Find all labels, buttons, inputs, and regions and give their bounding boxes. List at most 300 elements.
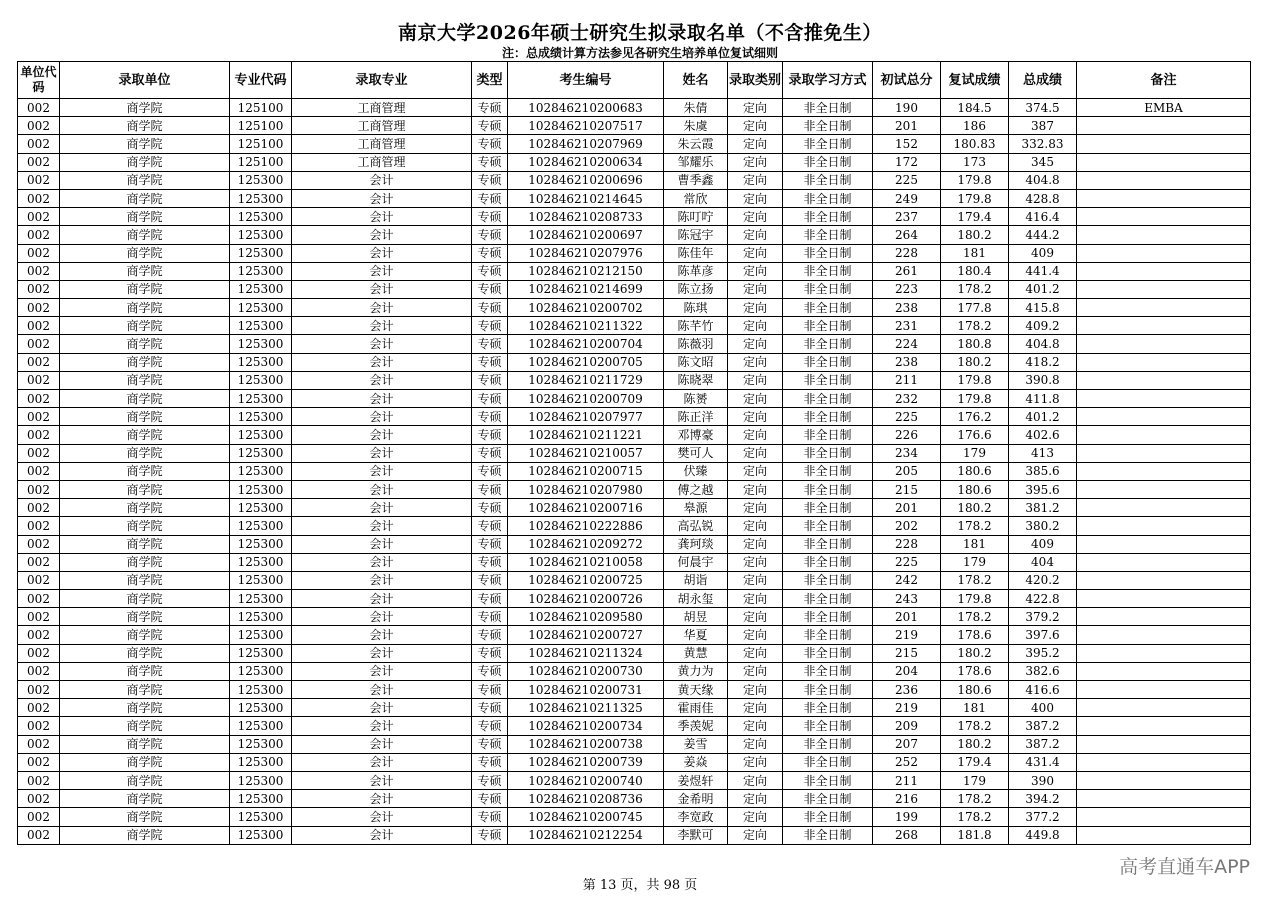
cell-unit-code: 002 [18, 590, 60, 608]
cell-major-code: 125300 [230, 444, 292, 462]
cell-total: 380.2 [1009, 517, 1077, 535]
cell-name: 何晨宇 [664, 553, 728, 571]
cell-exam-no: 102846210200716 [508, 499, 664, 517]
cell-prelim: 205 [873, 462, 941, 480]
cell-exam-no: 102846210207977 [508, 408, 664, 426]
table-row [18, 808, 1251, 826]
cell-major: 会计 [292, 753, 472, 771]
cell-major: 会计 [292, 826, 472, 844]
cell-study-mode: 非全日制 [783, 99, 873, 117]
cell-prelim: 201 [873, 117, 941, 135]
cell-major: 会计 [292, 208, 472, 226]
cell-type: 专硕 [472, 371, 508, 389]
cell-type: 专硕 [472, 462, 508, 480]
cell-total: 390.8 [1009, 371, 1077, 389]
cell-major-code: 125300 [230, 717, 292, 735]
cell-type: 专硕 [472, 299, 508, 317]
cell-unit: 商学院 [60, 317, 230, 335]
header-exam-no: 考生编号 [508, 62, 664, 99]
cell-major-code: 125100 [230, 153, 292, 171]
table-row [18, 371, 1251, 389]
cell-unit-code: 002 [18, 735, 60, 753]
cell-major: 会计 [292, 171, 472, 189]
cell-unit-code: 002 [18, 244, 60, 262]
cell-name: 龚珂琰 [664, 535, 728, 553]
cell-total: 431.4 [1009, 753, 1077, 771]
table-row [18, 480, 1251, 498]
cell-unit-code: 002 [18, 790, 60, 808]
cell-exam-no: 102846210211324 [508, 644, 664, 662]
cell-major-code: 125300 [230, 608, 292, 626]
table-row [18, 826, 1251, 844]
cell-study-mode: 非全日制 [783, 244, 873, 262]
cell-unit: 商学院 [60, 499, 230, 517]
cell-unit-code: 002 [18, 353, 60, 371]
cell-retest: 179.8 [941, 189, 1009, 207]
cell-unit-code: 002 [18, 662, 60, 680]
cell-unit: 商学院 [60, 717, 230, 735]
table-row [18, 317, 1251, 335]
cell-remark [1077, 444, 1251, 462]
cell-prelim: 224 [873, 335, 941, 353]
cell-exam-no: 102846210211322 [508, 317, 664, 335]
cell-prelim: 202 [873, 517, 941, 535]
cell-study-mode: 非全日制 [783, 299, 873, 317]
table-row [18, 790, 1251, 808]
cell-major: 会计 [292, 790, 472, 808]
cell-total: 411.8 [1009, 390, 1077, 408]
cell-type: 专硕 [472, 426, 508, 444]
cell-prelim: 201 [873, 608, 941, 626]
cell-name: 胡诣 [664, 571, 728, 589]
cell-unit: 商学院 [60, 99, 230, 117]
cell-prelim: 232 [873, 390, 941, 408]
cell-unit: 商学院 [60, 826, 230, 844]
cell-category: 定向 [728, 390, 783, 408]
cell-major-code: 125300 [230, 262, 292, 280]
cell-prelim: 234 [873, 444, 941, 462]
cell-name: 邓博豪 [664, 426, 728, 444]
cell-major: 会计 [292, 808, 472, 826]
cell-type: 专硕 [472, 99, 508, 117]
cell-category: 定向 [728, 608, 783, 626]
cell-unit-code: 002 [18, 171, 60, 189]
cell-study-mode: 非全日制 [783, 626, 873, 644]
cell-unit: 商学院 [60, 480, 230, 498]
cell-total: 415.8 [1009, 299, 1077, 317]
cell-unit-code: 002 [18, 553, 60, 571]
cell-major-code: 125300 [230, 371, 292, 389]
cell-retest: 180.6 [941, 462, 1009, 480]
cell-exam-no: 102846210200726 [508, 590, 664, 608]
cell-remark [1077, 771, 1251, 789]
cell-unit-code: 002 [18, 499, 60, 517]
cell-name: 陈叮咛 [664, 208, 728, 226]
cell-exam-no: 102846210200734 [508, 717, 664, 735]
cell-type: 专硕 [472, 808, 508, 826]
cell-exam-no: 102846210200745 [508, 808, 664, 826]
cell-remark [1077, 717, 1251, 735]
cell-total: 387.2 [1009, 717, 1077, 735]
cell-type: 专硕 [472, 608, 508, 626]
cell-unit: 商学院 [60, 462, 230, 480]
cell-name: 朱云霞 [664, 135, 728, 153]
cell-study-mode: 非全日制 [783, 317, 873, 335]
cell-name: 伏臻 [664, 462, 728, 480]
cell-name: 黄慧 [664, 644, 728, 662]
cell-exam-no: 102846210212150 [508, 262, 664, 280]
cell-prelim: 231 [873, 317, 941, 335]
cell-remark [1077, 826, 1251, 844]
header-name: 姓名 [664, 62, 728, 99]
cell-type: 专硕 [472, 226, 508, 244]
cell-remark [1077, 390, 1251, 408]
header-major: 录取专业 [292, 62, 472, 99]
cell-category: 定向 [728, 535, 783, 553]
cell-remark [1077, 117, 1251, 135]
cell-exam-no: 102846210211729 [508, 371, 664, 389]
cell-major: 会计 [292, 535, 472, 553]
cell-prelim: 225 [873, 553, 941, 571]
cell-type: 专硕 [472, 571, 508, 589]
cell-name: 李默可 [664, 826, 728, 844]
cell-retest: 179.4 [941, 753, 1009, 771]
cell-retest: 178.2 [941, 571, 1009, 589]
cell-unit: 商学院 [60, 353, 230, 371]
cell-major: 会计 [292, 189, 472, 207]
cell-unit: 商学院 [60, 299, 230, 317]
cell-total: 379.2 [1009, 608, 1077, 626]
cell-retest: 181 [941, 699, 1009, 717]
cell-exam-no: 102846210214699 [508, 280, 664, 298]
cell-major: 会计 [292, 462, 472, 480]
cell-unit: 商学院 [60, 590, 230, 608]
table-row [18, 444, 1251, 462]
cell-major-code: 125300 [230, 335, 292, 353]
header-type: 类型 [472, 62, 508, 99]
cell-total: 394.2 [1009, 790, 1077, 808]
cell-major-code: 125300 [230, 753, 292, 771]
cell-major-code: 125100 [230, 99, 292, 117]
cell-prelim: 225 [873, 171, 941, 189]
cell-prelim: 215 [873, 480, 941, 498]
cell-study-mode: 非全日制 [783, 117, 873, 135]
cell-name: 李宽政 [664, 808, 728, 826]
cell-retest: 181 [941, 535, 1009, 553]
cell-study-mode: 非全日制 [783, 662, 873, 680]
cell-name: 陈芊竹 [664, 317, 728, 335]
cell-category: 定向 [728, 590, 783, 608]
cell-prelim: 264 [873, 226, 941, 244]
cell-category: 定向 [728, 171, 783, 189]
cell-category: 定向 [728, 626, 783, 644]
cell-retest: 173 [941, 153, 1009, 171]
cell-retest: 180.6 [941, 681, 1009, 699]
table-row [18, 735, 1251, 753]
cell-unit: 商学院 [60, 662, 230, 680]
cell-remark [1077, 226, 1251, 244]
cell-prelim: 216 [873, 790, 941, 808]
cell-prelim: 199 [873, 808, 941, 826]
cell-type: 专硕 [472, 280, 508, 298]
cell-retest: 179.8 [941, 171, 1009, 189]
cell-name: 皋源 [664, 499, 728, 517]
cell-study-mode: 非全日制 [783, 208, 873, 226]
cell-remark [1077, 753, 1251, 771]
cell-name: 常欣 [664, 189, 728, 207]
cell-category: 定向 [728, 317, 783, 335]
cell-type: 专硕 [472, 208, 508, 226]
cell-retest: 180.2 [941, 644, 1009, 662]
cell-study-mode: 非全日制 [783, 480, 873, 498]
header-category: 录取类别 [728, 62, 783, 99]
cell-category: 定向 [728, 553, 783, 571]
header-retest: 复试成绩 [941, 62, 1009, 99]
cell-total: 401.2 [1009, 408, 1077, 426]
cell-total: 404 [1009, 553, 1077, 571]
cell-type: 专硕 [472, 553, 508, 571]
cell-retest: 178.6 [941, 626, 1009, 644]
cell-prelim: 215 [873, 644, 941, 662]
cell-total: 387.2 [1009, 735, 1077, 753]
header-prelim: 初试总分 [873, 62, 941, 99]
cell-major-code: 125300 [230, 535, 292, 553]
cell-study-mode: 非全日制 [783, 681, 873, 699]
cell-study-mode: 非全日制 [783, 135, 873, 153]
table-row [18, 244, 1251, 262]
cell-exam-no: 102846210209580 [508, 608, 664, 626]
cell-major-code: 125300 [230, 408, 292, 426]
cell-major: 会计 [292, 226, 472, 244]
cell-remark [1077, 317, 1251, 335]
cell-remark [1077, 608, 1251, 626]
table-row [18, 499, 1251, 517]
header-major-code: 专业代码 [230, 62, 292, 99]
cell-remark [1077, 335, 1251, 353]
cell-major: 会计 [292, 717, 472, 735]
cell-total: 390 [1009, 771, 1077, 789]
cell-major-code: 125300 [230, 208, 292, 226]
cell-remark [1077, 590, 1251, 608]
cell-major-code: 125300 [230, 571, 292, 589]
cell-exam-no: 102846210207976 [508, 244, 664, 262]
cell-study-mode: 非全日制 [783, 371, 873, 389]
cell-major: 会计 [292, 390, 472, 408]
cell-category: 定向 [728, 644, 783, 662]
cell-retest: 178.2 [941, 280, 1009, 298]
cell-unit-code: 002 [18, 262, 60, 280]
cell-study-mode: 非全日制 [783, 535, 873, 553]
cell-prelim: 204 [873, 662, 941, 680]
cell-type: 专硕 [472, 408, 508, 426]
cell-major-code: 125300 [230, 480, 292, 498]
cell-total: 345 [1009, 153, 1077, 171]
cell-major: 会计 [292, 444, 472, 462]
cell-category: 定向 [728, 189, 783, 207]
cell-study-mode: 非全日制 [783, 771, 873, 789]
cell-prelim: 225 [873, 408, 941, 426]
cell-unit-code: 002 [18, 826, 60, 844]
page-number: 第 13 页，共 98 页 [582, 878, 698, 893]
cell-study-mode: 非全日制 [783, 426, 873, 444]
cell-name: 陈立扬 [664, 280, 728, 298]
cell-total: 374.5 [1009, 99, 1077, 117]
cell-major: 会计 [292, 408, 472, 426]
cell-unit: 商学院 [60, 771, 230, 789]
cell-unit-code: 002 [18, 99, 60, 117]
table-row [18, 681, 1251, 699]
cell-retest: 180.83 [941, 135, 1009, 153]
table-row [18, 135, 1251, 153]
cell-name: 陈晓翠 [664, 371, 728, 389]
cell-major: 会计 [292, 353, 472, 371]
cell-exam-no: 102846210200738 [508, 735, 664, 753]
cell-type: 专硕 [472, 535, 508, 553]
cell-category: 定向 [728, 517, 783, 535]
cell-name: 陈琪 [664, 299, 728, 317]
cell-unit: 商学院 [60, 644, 230, 662]
cell-name: 陈冠宇 [664, 226, 728, 244]
cell-major-code: 125300 [230, 626, 292, 644]
cell-unit: 商学院 [60, 335, 230, 353]
cell-total: 404.8 [1009, 335, 1077, 353]
header-unit: 录取单位 [60, 62, 230, 99]
cell-major: 工商管理 [292, 153, 472, 171]
cell-remark [1077, 499, 1251, 517]
header-study-mode: 录取学习方式 [783, 62, 873, 99]
cell-exam-no: 102846210200634 [508, 153, 664, 171]
cell-type: 专硕 [472, 262, 508, 280]
cell-category: 定向 [728, 244, 783, 262]
cell-major-code: 125300 [230, 808, 292, 826]
cell-major: 会计 [292, 626, 472, 644]
cell-prelim: 249 [873, 189, 941, 207]
table-row [18, 717, 1251, 735]
cell-unit: 商学院 [60, 753, 230, 771]
cell-major-code: 125300 [230, 280, 292, 298]
cell-name: 陈赟 [664, 390, 728, 408]
cell-remark [1077, 644, 1251, 662]
cell-unit-code: 002 [18, 135, 60, 153]
cell-prelim: 268 [873, 826, 941, 844]
cell-retest: 180.8 [941, 335, 1009, 353]
table-row [18, 117, 1251, 135]
cell-category: 定向 [728, 226, 783, 244]
cell-category: 定向 [728, 735, 783, 753]
cell-exam-no: 102846210210058 [508, 553, 664, 571]
cell-exam-no: 102846210211221 [508, 426, 664, 444]
cell-remark [1077, 571, 1251, 589]
table-row [18, 335, 1251, 353]
table-row [18, 280, 1251, 298]
cell-study-mode: 非全日制 [783, 790, 873, 808]
cell-major-code: 125300 [230, 590, 292, 608]
cell-category: 定向 [728, 208, 783, 226]
cell-unit: 商学院 [60, 553, 230, 571]
cell-category: 定向 [728, 826, 783, 844]
cell-exam-no: 102846210208733 [508, 208, 664, 226]
cell-name: 邹耀乐 [664, 153, 728, 171]
cell-remark [1077, 353, 1251, 371]
cell-prelim: 242 [873, 571, 941, 589]
cell-unit: 商学院 [60, 699, 230, 717]
cell-unit: 商学院 [60, 571, 230, 589]
cell-major: 会计 [292, 244, 472, 262]
cell-exam-no: 102846210200740 [508, 771, 664, 789]
cell-prelim: 261 [873, 262, 941, 280]
cell-type: 专硕 [472, 390, 508, 408]
cell-unit-code: 002 [18, 117, 60, 135]
cell-category: 定向 [728, 681, 783, 699]
cell-unit-code: 002 [18, 571, 60, 589]
cell-study-mode: 非全日制 [783, 753, 873, 771]
cell-major-code: 125300 [230, 644, 292, 662]
cell-category: 定向 [728, 371, 783, 389]
cell-major-code: 125300 [230, 390, 292, 408]
cell-unit: 商学院 [60, 681, 230, 699]
cell-exam-no: 102846210209272 [508, 535, 664, 553]
cell-unit-code: 002 [18, 426, 60, 444]
cell-prelim: 238 [873, 353, 941, 371]
cell-exam-no: 102846210210057 [508, 444, 664, 462]
cell-prelim: 226 [873, 426, 941, 444]
cell-major-code: 125300 [230, 699, 292, 717]
cell-major-code: 125100 [230, 135, 292, 153]
cell-name: 金希明 [664, 790, 728, 808]
cell-category: 定向 [728, 771, 783, 789]
cell-retest: 176.6 [941, 426, 1009, 444]
cell-type: 专硕 [472, 826, 508, 844]
cell-prelim: 237 [873, 208, 941, 226]
cell-remark [1077, 735, 1251, 753]
cell-study-mode: 非全日制 [783, 408, 873, 426]
table-row [18, 153, 1251, 171]
cell-category: 定向 [728, 790, 783, 808]
cell-name: 樊可人 [664, 444, 728, 462]
cell-unit: 商学院 [60, 535, 230, 553]
cell-study-mode: 非全日制 [783, 226, 873, 244]
cell-remark [1077, 790, 1251, 808]
cell-type: 专硕 [472, 189, 508, 207]
cell-prelim: 243 [873, 590, 941, 608]
cell-type: 专硕 [472, 626, 508, 644]
document-note: 注：总成绩计算方法参见各研究生培养单位复试细则 [501, 46, 778, 60]
cell-unit-code: 002 [18, 699, 60, 717]
cell-study-mode: 非全日制 [783, 571, 873, 589]
cell-remark [1077, 408, 1251, 426]
cell-exam-no: 102846210200683 [508, 99, 664, 117]
cell-retest: 178.2 [941, 808, 1009, 826]
cell-study-mode: 非全日制 [783, 735, 873, 753]
cell-major-code: 125300 [230, 171, 292, 189]
cell-remark [1077, 808, 1251, 826]
cell-remark [1077, 135, 1251, 153]
cell-category: 定向 [728, 262, 783, 280]
cell-major-code: 125300 [230, 735, 292, 753]
cell-exam-no: 102846210207517 [508, 117, 664, 135]
cell-name: 季羡妮 [664, 717, 728, 735]
cell-major-code: 125300 [230, 226, 292, 244]
cell-total: 449.8 [1009, 826, 1077, 844]
cell-unit: 商学院 [60, 117, 230, 135]
cell-study-mode: 非全日制 [783, 608, 873, 626]
cell-total: 428.8 [1009, 189, 1077, 207]
cell-exam-no: 102846210207980 [508, 480, 664, 498]
cell-study-mode: 非全日制 [783, 808, 873, 826]
cell-major-code: 125300 [230, 317, 292, 335]
header-unit-code: 单位代码 [18, 62, 60, 99]
cell-name: 陈文昭 [664, 353, 728, 371]
